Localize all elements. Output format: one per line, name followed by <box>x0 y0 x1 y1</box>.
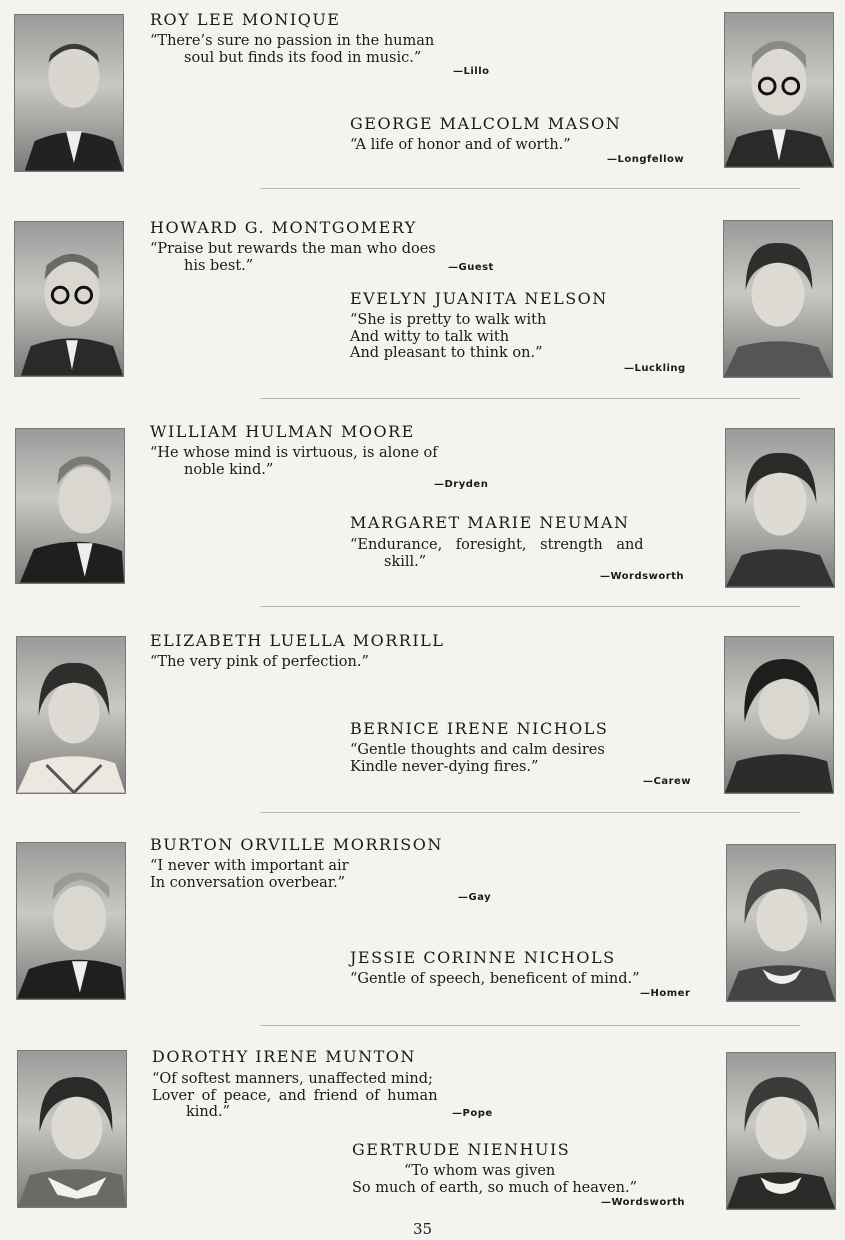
student-quote <box>350 742 605 775</box>
student-quote <box>150 241 436 274</box>
portrait-photo <box>724 636 834 794</box>
student-quote <box>350 537 644 570</box>
quote-author: —Luckling <box>624 363 686 374</box>
quote-author: —Lillo <box>453 66 490 77</box>
student-name: MARGARET MARIE NEUMAN <box>350 513 630 532</box>
quote-line: “Endurance, foresight, strength and <box>350 537 644 553</box>
quote-line: Lover of peace, and friend of human <box>152 1087 438 1104</box>
quote-author: —Homer <box>640 988 691 999</box>
quote-author: —Carew <box>643 776 692 787</box>
quote-line: his best.” <box>184 257 254 274</box>
quote-line: So much of earth, so much of heaven.” <box>352 1179 638 1196</box>
page-number: 35 <box>412 1220 433 1238</box>
portrait-photo <box>726 844 836 1002</box>
student-name: WILLIAM HULMAN MOORE <box>150 422 415 441</box>
quote-line: skill.” <box>384 553 427 570</box>
quote-author: —Wordsworth <box>600 571 685 582</box>
quote-line: “Of softest manners, unaffected mind; <box>152 1071 433 1087</box>
quote-line: Kindle never-dying fires.” <box>350 758 539 775</box>
divider <box>260 606 800 607</box>
quote-author: —Dryden <box>434 479 489 490</box>
student-name: DOROTHY IRENE MUNTON <box>152 1047 416 1066</box>
portrait-photo <box>16 636 126 794</box>
student-name: GEORGE MALCOLM MASON <box>350 114 622 133</box>
quote-author: —Gay <box>458 892 492 903</box>
quote-line: “I never with important air <box>150 858 349 874</box>
quote-line: “He whose mind is virtuous, is alone of <box>150 445 438 461</box>
portrait-photo <box>726 1052 836 1210</box>
student-name: BERNICE IRENE NICHOLS <box>350 719 609 738</box>
quote-line: “To whom was given <box>404 1163 556 1179</box>
quote-line: noble kind.” <box>184 461 274 478</box>
portrait-photo <box>16 842 126 1000</box>
quote-line: “Praise but rewards the man who does <box>150 241 436 257</box>
quote-line: And witty to talk with <box>350 328 510 345</box>
student-name: HOWARD G. MONTGOMERY <box>150 218 417 237</box>
quote-author: —Wordsworth <box>601 1197 686 1208</box>
student-name: JESSIE CORINNE NICHOLS <box>350 948 616 967</box>
student-quote <box>152 1071 438 1121</box>
student-quote <box>350 971 640 988</box>
student-name: GERTRUDE NIENHUIS <box>352 1140 571 1159</box>
portrait-photo <box>724 12 834 168</box>
portrait-photo <box>725 428 835 588</box>
quote-line: “The very pink of perfection.” <box>150 654 369 670</box>
quote-line: soul but finds its food in music.” <box>184 49 422 66</box>
portrait-photo <box>17 1050 127 1208</box>
portrait-photo <box>14 221 124 377</box>
student-quote <box>150 445 438 478</box>
student-quote <box>150 858 349 891</box>
divider <box>260 398 800 399</box>
student-quote <box>150 33 434 66</box>
student-quote <box>350 137 571 154</box>
quote-line: “Gentle thoughts and calm desires <box>350 742 605 758</box>
student-quote <box>352 1163 637 1196</box>
quote-author: —Longfellow <box>607 154 685 165</box>
divider <box>260 188 800 189</box>
portrait-photo <box>14 14 124 172</box>
student-name: ROY LEE MONIQUE <box>150 10 341 29</box>
quote-line: “She is pretty to walk with <box>350 312 547 328</box>
quote-line: And pleasant to think on.” <box>350 345 543 361</box>
quote-author: —Guest <box>448 262 494 273</box>
divider <box>260 812 800 813</box>
student-name: ELIZABETH LUELLA MORRILL <box>150 631 445 650</box>
quote-line: “A life of honor and of worth.” <box>350 137 571 153</box>
student-name: EVELYN JUANITA NELSON <box>350 289 608 308</box>
quote-line: In conversation overbear.” <box>150 874 346 891</box>
quote-line: “Gentle of speech, beneficent of mind.” <box>350 971 640 987</box>
student-quote <box>350 312 546 362</box>
student-name: BURTON ORVILLE MORRISON <box>150 835 443 854</box>
divider <box>260 1025 800 1026</box>
student-quote <box>150 654 369 671</box>
portrait-photo <box>723 220 833 378</box>
quote-author: —Pope <box>452 1108 493 1119</box>
portrait-photo <box>15 428 125 584</box>
quote-line: “There’s sure no passion in the human <box>150 33 435 49</box>
quote-line: kind.” <box>186 1104 231 1120</box>
